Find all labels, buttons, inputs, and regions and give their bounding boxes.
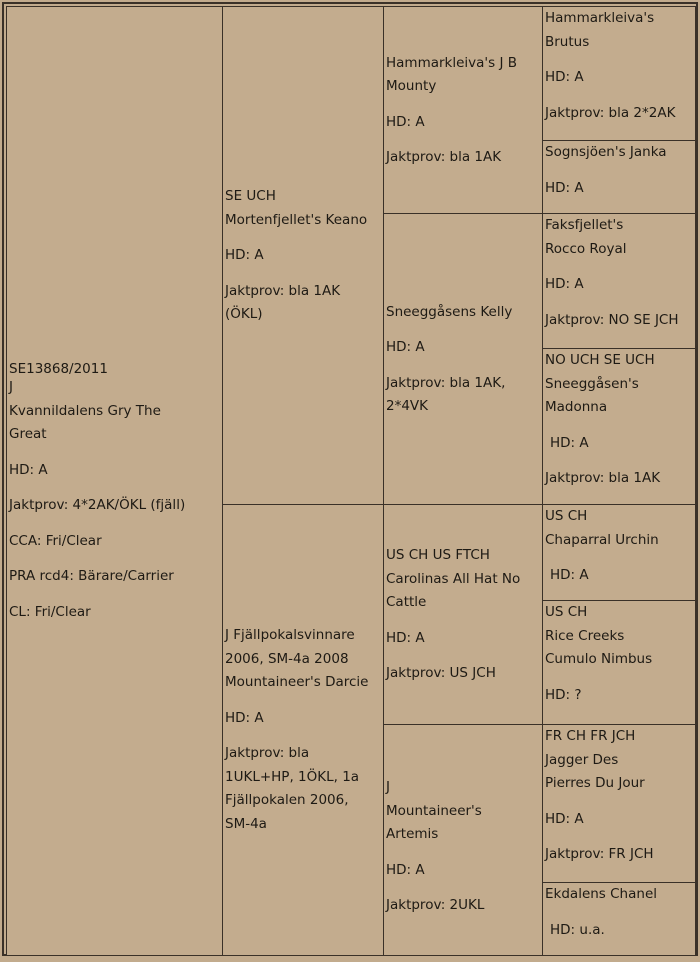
ss-cell [383,6,544,215]
dds-name-2: Pierres Du Jour [545,775,645,791]
ds-jaktprov: Jaktprov: US JCH [386,665,496,682]
sss-hd: HD: A [545,69,584,85]
sire-jaktprov-1: Jaktprov: bla 1AK [225,282,341,299]
sds-name-2: Rocco Royal [545,240,627,257]
dam-cell [222,504,385,956]
dam-jaktprov-2: 1UKL+HP, 1ÖKL, 1a [225,768,360,785]
ds-title: US CH US FTCH [386,547,490,564]
ds-hd: HD: A [386,629,425,646]
ssd-hd: HD: A [545,179,584,196]
ds-name-2: Cattle [386,594,427,611]
dds-title: FR CH FR JCH [545,728,636,744]
dam-jaktprov-4: SM-4a [225,815,267,832]
dss-name: Chaparral Urchin [545,531,659,548]
subject-title: J [9,379,13,396]
dsd-name-2: Cumulo Nimbus [545,651,653,667]
dds-name-1: Jagger Des [545,751,619,768]
sd-hd: HD: A [386,339,425,355]
dds-hd: HD: A [545,810,584,827]
subject-name-2: Great [9,426,47,443]
sire-jaktprov-2: (ÖKL) [225,306,263,323]
sdd-title: NO UCH SE UCH [545,352,655,368]
sdd-name-2: Madonna [545,399,608,415]
dam-hd: HD: A [225,709,264,726]
dd-jaktprov: Jaktprov: 2UKL [386,897,485,914]
subject-hd: HD: A [9,461,48,478]
dam-jaktprov-1: Jaktprov: bla [225,745,310,761]
ds-name-1: Carolinas All Hat No [386,570,521,587]
sss-name-2: Brutus [545,33,590,50]
dam-title-2: 2006, SM-4a 2008 [225,650,349,667]
dam-name: Mountaineer's Darcie [225,674,369,690]
dds-jaktprov: Jaktprov: FR JCH [545,846,654,862]
subject-reg: SE13868/2011 [9,360,108,377]
sire-hd: HD: A [225,247,264,264]
pedigree-table [2,2,698,956]
sdd-name-1: Sneeggåsen's [545,375,639,392]
ss-name-2: Mounty [386,78,437,94]
dsd-hd: HD: ? [545,686,582,703]
dd-hd: HD: A [386,861,425,878]
ddd-cell [542,882,696,956]
subject-cca: CCA: Fri/Clear [9,532,102,549]
sd-jaktprov-2: 2*4VK [386,398,429,414]
dss-hd: HD: A [550,567,589,583]
subject-name-1: Kvannildalens Gry The [9,402,161,419]
dam-title-1: J Fjällpokalsvinnare [225,627,355,643]
ssd-name: Sognsjöen's Janka [545,144,667,160]
subject-jaktprov: Jaktprov: 4*2AK/ÖKL (fjäll) [9,497,186,514]
ddd-name: Ekdalens Chanel [545,886,657,902]
ddd-hd: HD: u.a. [550,921,605,938]
sd-name: Sneeggåsens Kelly [386,303,513,320]
ss-name-1: Hammarkleiva's J B [386,54,518,71]
sds-hd: HD: A [545,276,584,292]
sire-name: Mortenfjellet's Keano [225,211,368,228]
sire-title: SE UCH [225,188,276,205]
dsd-name-1: Rice Creeks [545,627,625,644]
subject-cl: CL: Fri/Clear [9,603,91,620]
sds-jaktprov: Jaktprov: NO SE JCH [545,311,679,328]
sdd-hd: HD: A [550,434,589,451]
sd-jaktprov-1: Jaktprov: bla 1AK, [386,374,506,391]
dd-title: J [386,779,390,796]
ss-hd: HD: A [386,113,425,130]
sss-jaktprov: Jaktprov: bla 2*2AK [545,104,676,121]
ssd-cell [542,140,696,215]
dd-cell [383,724,544,956]
sds-name-1: Faksfjellet's [545,217,624,233]
sss-name-1: Hammarkleiva's [545,10,655,26]
ds-cell [383,504,544,726]
dds-cell [542,724,696,884]
dss-cell [542,504,696,602]
dsd-cell [542,600,696,726]
sss-cell [542,6,696,142]
subject-pra: PRA rcd4: Bärare/Carrier [9,568,174,585]
dss-title: US CH [545,508,588,524]
sdd-jaktprov: Jaktprov: bla 1AK [545,470,661,486]
dsd-title: US CH [545,604,588,620]
dd-name-2: Artemis [386,826,439,843]
ss-jaktprov: Jaktprov: bla 1AK [386,149,502,165]
sds-cell [542,213,696,350]
dd-name-1: Mountaineer's [386,802,482,819]
sire-cell [222,6,385,506]
dam-jaktprov-3: Fjällpokalen 2006, [225,792,349,808]
sd-cell [383,213,544,506]
subject-cell [6,6,224,956]
sdd-cell [542,348,696,506]
